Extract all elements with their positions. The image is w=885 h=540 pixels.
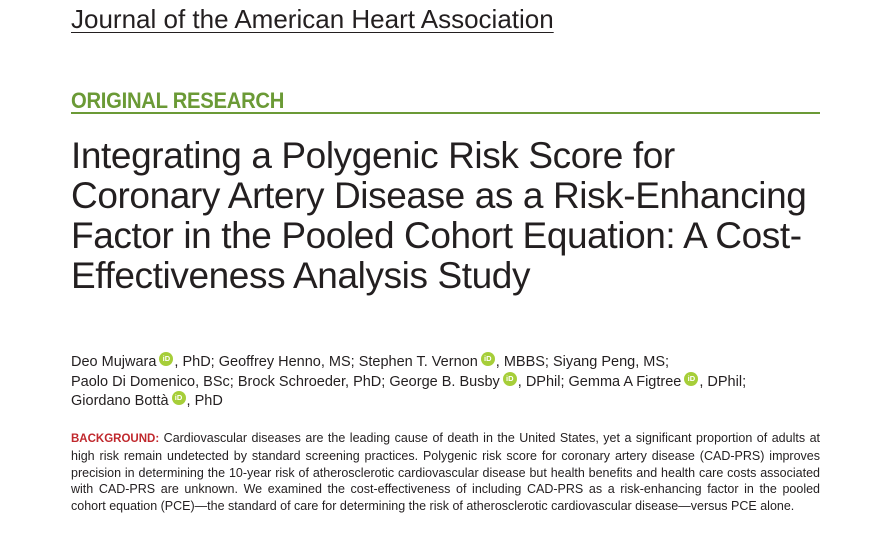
author-text: , PhD	[186, 393, 223, 409]
orcid-icon[interactable]: iD	[159, 352, 173, 366]
section-header	[71, 88, 820, 114]
journal-name[interactable]: Journal of the American Heart Association	[71, 4, 554, 34]
orcid-icon[interactable]: iD	[172, 391, 186, 405]
section-label: ORIGINAL RESEARCH	[71, 88, 285, 113]
orcid-icon[interactable]: iD	[684, 372, 698, 386]
author-text: Giordano Bottà	[71, 393, 169, 409]
orcid-icon[interactable]: iD	[481, 352, 495, 366]
orcid-icon[interactable]: iD	[503, 372, 517, 386]
background-label: BACKGROUND:	[71, 433, 160, 445]
author-text: , PhD; Geoffrey Henno, MS; Stephen T. Vernon	[174, 354, 478, 370]
author-text: , MBBS; Siyang Peng, MS;	[495, 354, 670, 370]
article-title: Integrating a Polygenic Risk Score for Coronary Artery Disease as a Risk-Enhancing Factor in the Pooled Cohort Equation: A Cost-Effectiveness Analysis Study	[71, 135, 807, 296]
abstract-background	[71, 430, 820, 515]
author-list	[71, 352, 831, 411]
author-name: Deo Mujwara	[71, 354, 157, 370]
author-text: , DPhil;	[699, 373, 747, 390]
author-text: Paolo Di Domenico, BSc; Brock Schroeder, PhD; George B. Busby	[71, 373, 500, 390]
background-text: Cardiovascular diseases are the leading cause of death in the United States, yet a significant proportion of adults at high risk remain undetected by standard screening practices. Polygenic risk score for coronary artery disease (CAD-PRS) improves precision in determining the 10-year risk of atherosclerotic cardiovascular disease but health benefits and health care costs associated with CAD-PRS are unknown. We examined the cost-effectiveness of including CAD-PRS as a risk-enhancing factor in the pooled cohort equation (PCE)—the standard of care for determining the risk of atherosclerotic cardiovascular disease—versus PCE alone.	[71, 431, 820, 514]
author-text: , DPhil; Gemma A Figtree	[517, 373, 682, 390]
